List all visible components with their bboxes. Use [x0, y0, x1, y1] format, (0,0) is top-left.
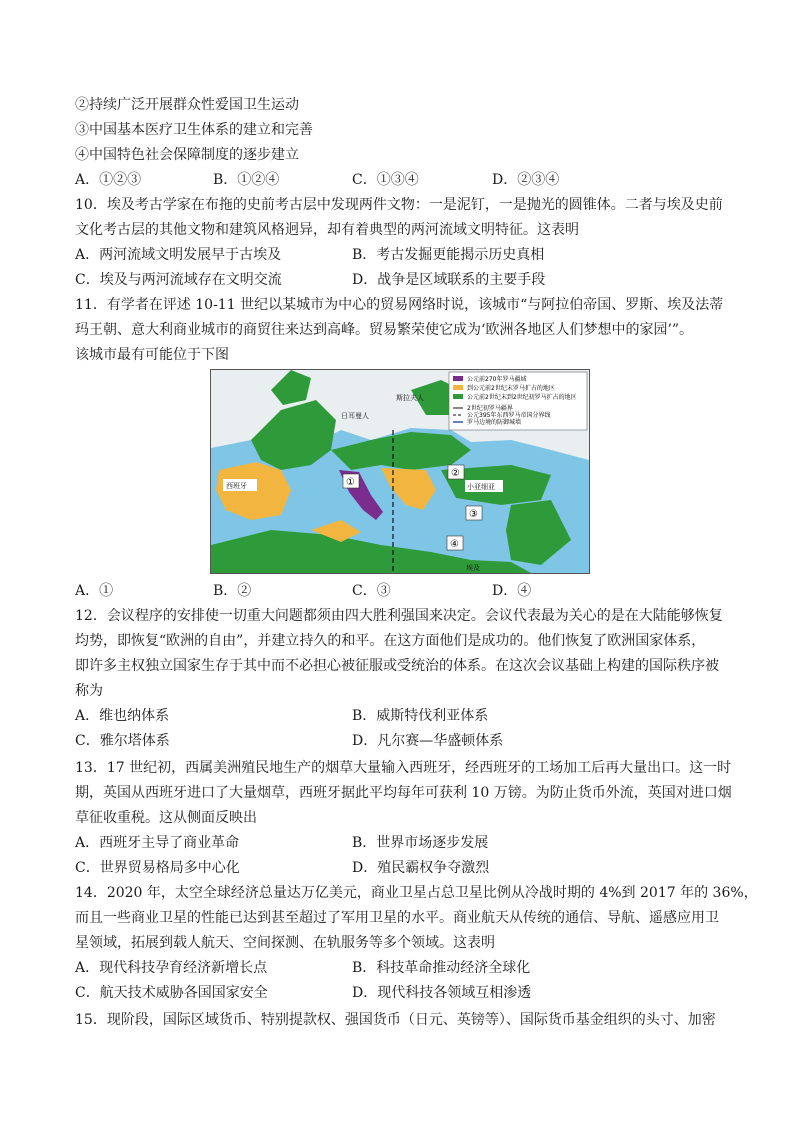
- q14-stem-line2: 而且一些商业卫星的性能已达到甚至超过了军用卫星的水平。商业航天从传统的通信、导航、遥感应用卫: [75, 910, 719, 926]
- option-a[interactable]: A．①②③: [75, 172, 142, 188]
- statement-2: ②持续广泛开展群众性爱国卫生运动: [75, 97, 299, 113]
- legend-entry-1: 公元前270年罗马疆域: [467, 376, 527, 383]
- q11-stem-line2: 玛王朝、意大利商业城市的商贸往来达到高峰。贸易繁荣使它成为‘欧洲各地区人们梦想中的家园’”。: [75, 322, 694, 338]
- marker-4: ④: [450, 539, 459, 550]
- q14-stem-line3: 星领域，拓展到载人航天、空间探测、在轨服务等多个领域。这表明: [75, 935, 495, 951]
- option-c[interactable]: C．①③④: [352, 172, 419, 188]
- marker-1: ①: [346, 477, 355, 488]
- q11-option-b[interactable]: B．②: [213, 583, 252, 599]
- marker-3: ③: [469, 509, 478, 520]
- q10-option-b[interactable]: B．考古发掘更能揭示历史真相: [352, 247, 545, 263]
- label-spain: 西班牙: [226, 482, 247, 490]
- statement-4: ④中国特色社会保障制度的逐步建立: [75, 147, 299, 163]
- q11-option-a[interactable]: A．①: [75, 583, 114, 599]
- q11-stem-line1: 11．有学者在评述 10-11 世纪以某城市为中心的贸易网络时说，该城市“与阿拉伯帝国、罗斯、埃及法蒂: [75, 297, 724, 313]
- q14-option-d[interactable]: D．现代科技各领域互相渗透: [352, 985, 532, 1001]
- q12-stem-line2: 均势，即恢复“欧洲的自由”，并建立持久的和平。在这方面他们是成功的。他们恢复了欧洲国家体系，: [75, 633, 706, 649]
- q13-stem-line2: 期，英国从西班牙进口了大量烟草，西班牙据此平均每年可获利 10 万镑。为防止货币外流，英国对进口烟: [75, 785, 732, 801]
- legend-entry-3: 公元前2世纪末到2世纪初罗马扩占的地区: [467, 394, 577, 401]
- q15-stem-line1: 15．现阶段，国际区域货币、特别提款权、强国货币（日元、英镑等）、国际货币基金组织的头寸、加密: [75, 1012, 716, 1028]
- option-d[interactable]: D．②③④: [492, 172, 560, 188]
- q10-stem-line2: 文化考古层的其他文物和建筑风格迥异，却有着典型的两河流域文明特征。这表明: [75, 222, 579, 238]
- q11-option-d[interactable]: D．④: [492, 583, 532, 599]
- statement-3: ③中国基本医疗卫生体系的建立和完善: [75, 122, 313, 138]
- roman-empire-map: [210, 369, 590, 574]
- label-egypt: 埃及: [466, 564, 480, 572]
- q13-option-b[interactable]: B．世界市场逐步发展: [352, 835, 489, 851]
- legend-entry-6: 罗马边境的防御城墙: [467, 419, 522, 426]
- q13-option-d[interactable]: D．殖民霸权争夺激烈: [352, 860, 490, 876]
- q12-option-c[interactable]: C．雅尔塔体系: [75, 733, 170, 749]
- label-asia-minor: 小亚细亚: [467, 483, 495, 491]
- marker-2: ②: [451, 468, 460, 479]
- q14-option-b[interactable]: B．科技革命推动经济全球化: [352, 960, 531, 976]
- q13-option-a[interactable]: A．西班牙主导了商业革命: [75, 835, 240, 851]
- option-b[interactable]: B．①②④: [213, 172, 280, 188]
- q12-stem-line3: 即许多主权独立国家生存于其中而不必担心被征服或受统治的体系。在这次会议基础上构建的国际秩序被: [75, 658, 719, 674]
- q11-stem-line3: 该城市最有可能位于下图: [75, 347, 229, 363]
- q11-option-c[interactable]: C．③: [352, 583, 391, 599]
- legend-entry-2: 到公元前2世纪末罗马扩占的地区: [467, 385, 555, 392]
- label-germans: 日耳曼人: [341, 412, 369, 420]
- q12-stem-line4: 称为: [75, 683, 103, 699]
- q12-stem-line1: 12．会议程序的安排使一切重大问题都须由四大胜利强国来决定。会议代表最为关心的是在大陆能够恢复: [75, 608, 723, 624]
- q10-option-a[interactable]: A．两河流域文明发展早于古埃及: [75, 247, 282, 263]
- q13-stem-line1: 13．17 世纪初，西属美洲殖民地生产的烟草大量输入西班牙，经西班牙的工场加工后再大量出口。这一时: [75, 760, 732, 776]
- label-slavs: 斯拉夫人: [396, 394, 424, 402]
- q14-option-a[interactable]: A．现代科技孕育经济新增长点: [75, 960, 268, 976]
- q13-option-c[interactable]: C．世界贸易格局多中心化: [75, 860, 240, 876]
- q14-option-c[interactable]: C．航天技术威胁各国国家安全: [75, 985, 268, 1001]
- legend-entry-5: 公元395年东西罗马帝国分界线: [467, 412, 551, 419]
- q10-option-c[interactable]: C．埃及与两河流域存在文明交流: [75, 272, 282, 288]
- q10-stem-line1: 10．埃及考古学家在布拖的史前考古层中发现两件文物：一是泥钉，一是抛光的圆锥体。二者与埃及史前: [75, 197, 723, 213]
- q14-stem-line1: 14．2020 年，太空全球经济总量达万亿美元，商业卫星占总卫星比例从冷战时期的 4%到 2017 年的 36%，: [75, 885, 758, 901]
- q13-stem-line3: 草征收重税。这从侧面反映出: [75, 810, 257, 826]
- q10-option-d[interactable]: D．战争是区域联系的主要手段: [352, 272, 546, 288]
- legend-entry-4: 2世纪初罗马疆界: [467, 405, 513, 412]
- q12-option-a[interactable]: A．维也纳体系: [75, 708, 170, 724]
- q12-option-d[interactable]: D．凡尔赛—华盛顿体系: [352, 733, 504, 749]
- q12-option-b[interactable]: B．威斯特伐利亚体系: [352, 708, 489, 724]
